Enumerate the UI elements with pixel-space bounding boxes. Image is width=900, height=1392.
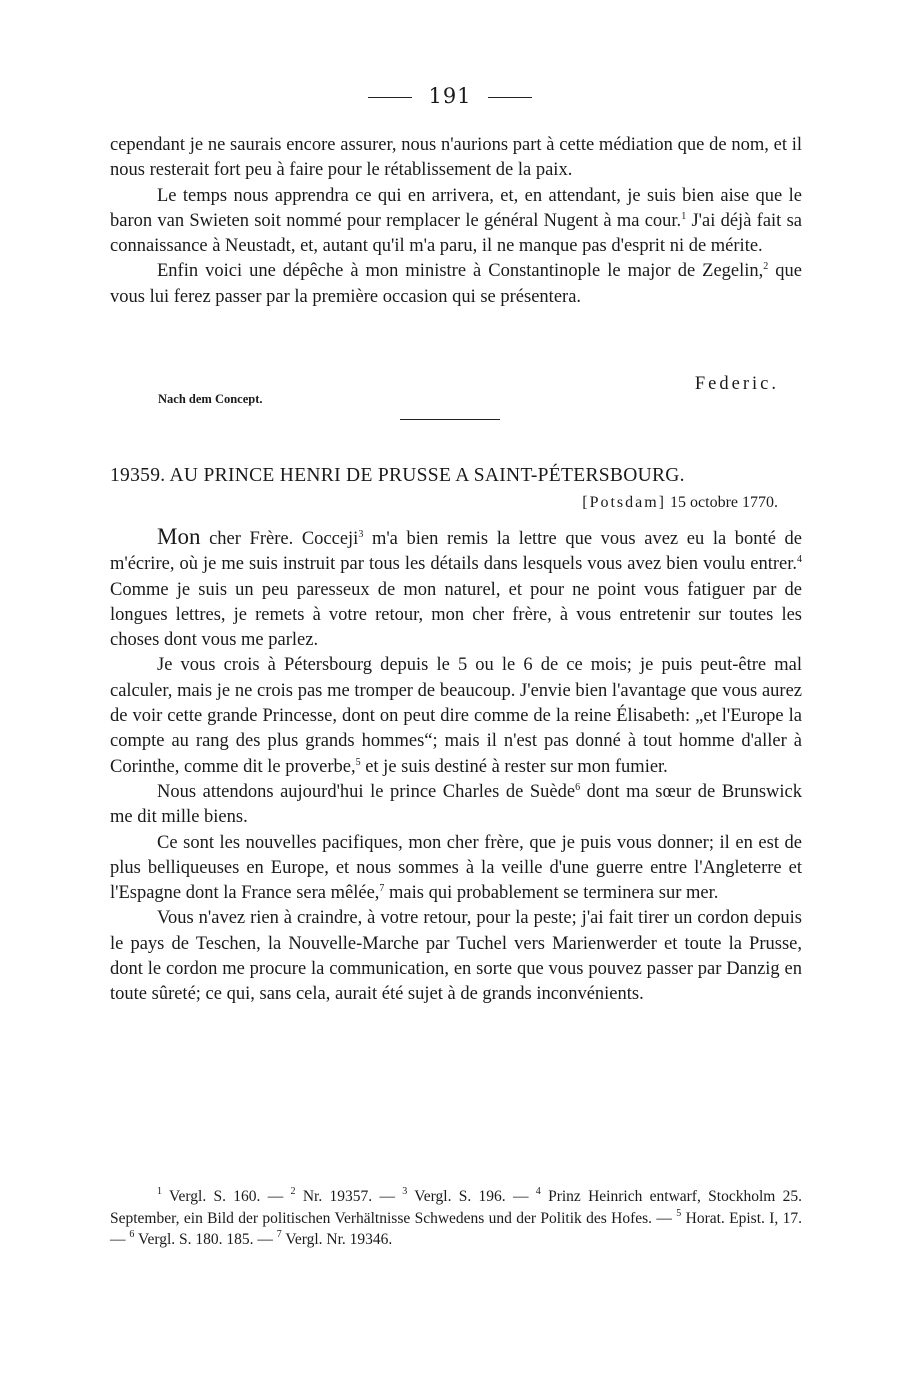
paragraph: cependant je ne saurais encore assurer, nous n'aurions part à cette médiation que de nom, et il nous resterait fort peu à faire pour le rétablissement de la paix. bbox=[110, 135, 802, 181]
footnote-ref: 7 bbox=[379, 883, 385, 895]
header-rule-left bbox=[368, 97, 412, 98]
footnote-list: $^1$ Vergl. S. 160. — $^2$ Nr. 19357. — $^3$ Vergl. S. 196. — $^4$ Prinz Heinrich entwarf, Stockholm 25. September, ein Bild der politischen Verhältnisse Schwedens und der Politik des Hofes. — $^5$ Horat. Epist. I, 17. — $^6$ Vergl. S. 180. 185. — $^7$ Vergl. Nr. 19346. bbox=[110, 1186, 803, 1248]
paragraph: Vous n'avez rien à craindre, à votre retour, pour la peste; j'ai fait tirer un cordon depuis le pays de Teschen, la Nouvelle-Marche par Tuchel vers Marienwerder et toute la Prusse, dont le cordon me procure la communication, en sorte que vous pouvez passer par Danzig en toute sûreté; ce qui, sans cela, aurait été sujet à de grands inconvénients. bbox=[110, 908, 802, 1005]
source-note: Nach dem Concept. bbox=[158, 392, 263, 406]
letter-date bbox=[582, 494, 778, 512]
letter-body bbox=[110, 524, 802, 1008]
footnote-ref: 5 bbox=[355, 756, 361, 768]
date-place: [Potsdam] bbox=[582, 494, 667, 511]
footnote-ref: 4 bbox=[797, 554, 802, 566]
footnote-ref: 1 bbox=[681, 210, 687, 222]
paragraph: Mon cher Frère. Cocceji$^3$ m'a bien remis la lettre que vous avez eu la bonté de m'écrire, où je me suis instruit par tous les détails dans lesquels vous avez bien voulu entrer.$^4$ Comme je suis un peu paresseux de mon naturel, et pour ne point vous fatiguer par de longues lettres, je remets à votre retour, mon cher frère, à vous entretenir sur toutes les choses dont vous me parlez. bbox=[110, 524, 802, 651]
footnote-ref: 2 bbox=[763, 261, 769, 273]
footnote-ref: 3 bbox=[358, 529, 364, 540]
date-value: 15 octobre 1770. bbox=[670, 494, 778, 511]
paragraph: Ce sont les nouvelles pacifiques, mon cher frère, que je puis vous donner; il en est de plus belliqueuses en Europe, et nous sommes à la veille d'une guerre entre l'Angleterre et l'Espagne dont la France sera mêlée,$^7$ mais qui probablement se terminera sur mer. bbox=[110, 832, 802, 904]
footnote-ref: 6 bbox=[575, 781, 581, 793]
letter-title: AU PRINCE HENRI DE PRUSSE A SAINT-PÉTERSBOURG. bbox=[169, 465, 685, 486]
paragraph: Enfin voici une dépêche à mon ministre à Constantinople le major de Zegelin,$^2$ que vous lui ferez passer par la première occasion qui se présentera. bbox=[110, 261, 802, 307]
continuation-text bbox=[110, 133, 802, 310]
page-number-header bbox=[0, 84, 900, 108]
paragraph: Je vous crois à Pétersbourg depuis le 5 ou le 6 de ce mois; je puis peut-être mal calculer, mais je ne crois pas me tromper de beaucoup. J'envie bien l'avantage que vous aurez de voir cette grande Princesse, dont on peut dire comme de la reine Élisabeth: „et l'Europe la compte au rang des plus grands hommes“; mais il n'est pas donné à tout homme d'aller à Corinthe, comme dit le proverbe,$^5$ et je suis destiné à rester sur mon fumier. bbox=[110, 655, 802, 777]
footnotes bbox=[110, 1186, 802, 1251]
paragraph: Nous attendons aujourd'hui le prince Charles de Suède$^6$ dont ma sœur de Brunswick me dit mille biens. bbox=[110, 781, 802, 828]
section-divider bbox=[400, 419, 500, 420]
signature: Federic. bbox=[694, 374, 779, 394]
paragraph: Le temps nous apprendra ce qui en arrivera, et, en attendant, je suis bien aise que le baron van Swieten soit nommé pour remplacer le général Nugent à ma cour.$^1$ J'ai déjà fait sa connaissance à Neustadt, et, autant qu'il m'a paru, il ne manque pas d'esprit ni de mérite. bbox=[110, 185, 802, 257]
opening-word: Mon bbox=[157, 524, 201, 549]
letter-heading bbox=[110, 465, 802, 487]
page-number: 191 bbox=[428, 84, 472, 108]
header-rule-right bbox=[488, 97, 532, 98]
letter-number: 19359. bbox=[110, 465, 166, 486]
